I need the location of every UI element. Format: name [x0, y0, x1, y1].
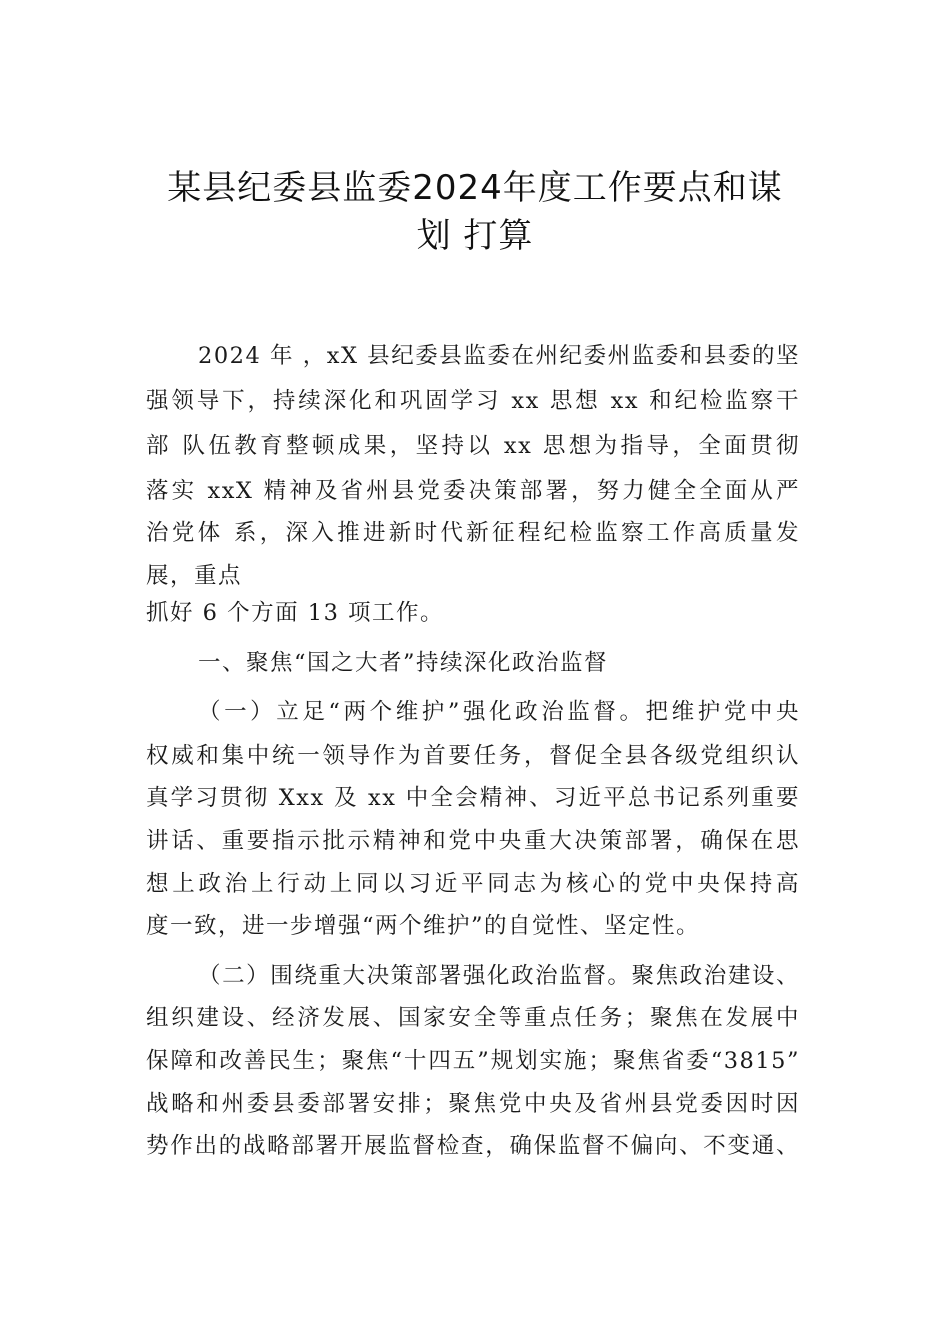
- body-line: 权威和集中统一领导作为首要任务，督促全县各级党组织认: [146, 743, 800, 769]
- body-line: 展，重点: [146, 563, 243, 589]
- body-line: （一）立足“两个维护”强化政治监督。把维护党中央: [198, 699, 800, 725]
- body-line: 组织建设、经济发展、国家安全等重点任务；聚焦在发展中: [146, 1005, 800, 1031]
- body-line: 战略和州委县委部署安排；聚焦党中央及省州县党委因时因: [146, 1091, 800, 1117]
- body-line: 落实 xxX 精神及省州县党委决策部署，努力健全全面从严: [146, 478, 800, 504]
- body-line: 治党体 系，深入推进新时代新征程纪检监察工作高质量发: [146, 520, 800, 546]
- body-line: 势作出的战略部署开展监督检查，确保监督不偏向、不变通、: [146, 1133, 800, 1159]
- body-line: 抓好 6 个方面 13 项工作。: [146, 600, 445, 626]
- body-line: 度一致，进一步增强“两个维护”的自觉性、坚定性。: [146, 913, 701, 939]
- section-heading: 一、聚焦“国之大者”持续深化政治监督: [198, 650, 609, 676]
- body-line: 真学习贯彻 Xxx 及 xx 中全会精神、习近平总书记系列重要: [146, 785, 800, 811]
- body-line: 强领导下，持续深化和巩固学习 xx 思想 xx 和纪检监察干: [146, 388, 800, 414]
- body-line: 部 队伍教育整顿成果，坚持以 xx 思想为指导，全面贯彻: [146, 433, 800, 459]
- body-line: 保障和改善民生；聚焦“十四五”规划实施；聚焦省委“3815”: [146, 1048, 800, 1074]
- body-line: 想上政治上行动上同以习近平同志为核心的党中央保持高: [146, 871, 800, 897]
- document-title-line-2: 划 打算: [416, 216, 534, 256]
- body-line: （二）围绕重大决策部署强化政治监督。聚焦政治建设、: [198, 963, 800, 989]
- document-title-line-1: 某县纪委县监委2024年度工作要点和谋: [167, 168, 783, 208]
- body-line: 2024 年 ，xX 县纪委县监委在州纪委州监委和县委的坚: [198, 343, 800, 369]
- body-line: 讲话、重要指示批示精神和党中央重大决策部署，确保在思: [146, 828, 800, 854]
